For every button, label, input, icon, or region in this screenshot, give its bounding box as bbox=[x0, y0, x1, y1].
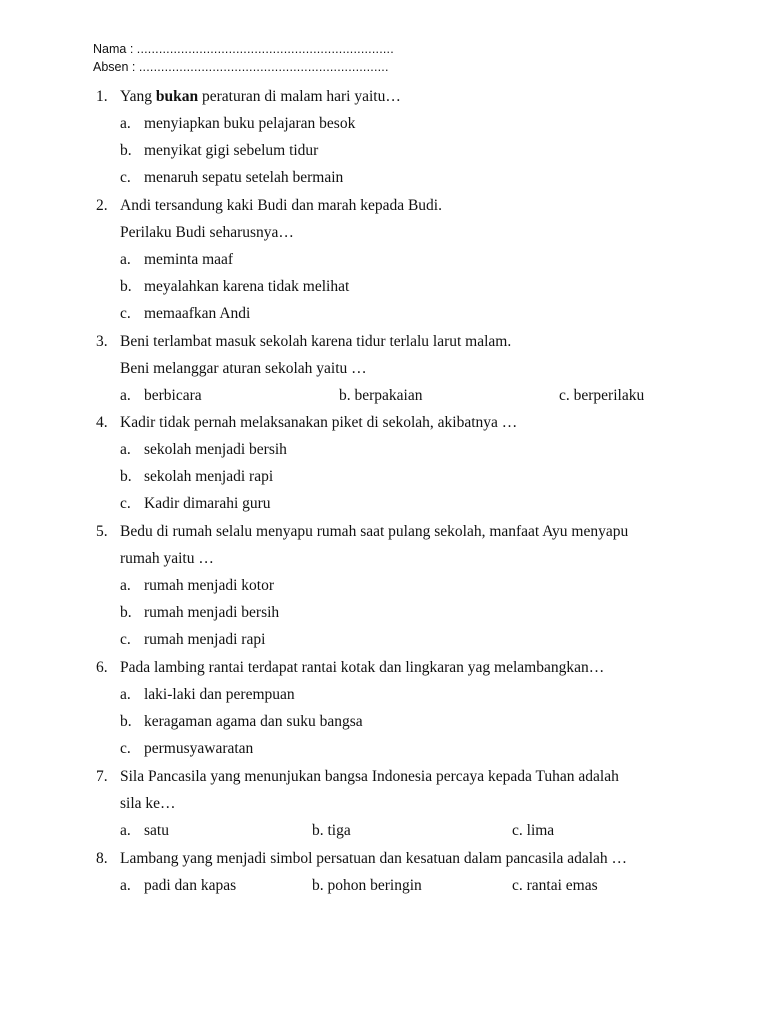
option-letter: b. bbox=[120, 468, 132, 485]
question-text-post: peraturan di malam hari yaitu… bbox=[198, 88, 401, 105]
question-5 bbox=[96, 523, 628, 541]
question-text: Kadir tidak pernah melaksanakan piket di sekolah, akibatnya … bbox=[120, 414, 518, 431]
question-text-bold: bukan bbox=[155, 88, 199, 105]
question-text-pre: Yang bbox=[120, 88, 156, 105]
option-letter: c. bbox=[512, 822, 523, 839]
question-2 bbox=[96, 197, 442, 215]
option-letter: a. bbox=[120, 387, 131, 404]
question-text bbox=[120, 88, 401, 106]
option-text: menaruh sepatu setelah bermain bbox=[144, 169, 344, 186]
option-3b bbox=[339, 387, 423, 405]
nama-label: Nama : bbox=[93, 42, 134, 56]
option-letter: a. bbox=[120, 251, 131, 268]
question-text: Andi tersandung kaki Budi dan marah kepada Budi. bbox=[120, 197, 442, 214]
option-1b bbox=[120, 142, 318, 160]
question-text: Beni terlambat masuk sekolah karena tidur terlalu larut malam. bbox=[120, 333, 512, 350]
option-letter: b. bbox=[312, 877, 324, 894]
option-4b bbox=[120, 468, 273, 486]
question-text: Pada lambing rantai terdapat rantai kotak dan lingkaran yag melambangkan… bbox=[120, 659, 605, 676]
option-text: berbicara bbox=[144, 387, 202, 404]
option-8b bbox=[312, 877, 422, 895]
option-letter: c. bbox=[120, 631, 131, 648]
question-number: 7. bbox=[96, 768, 108, 785]
absen-dots: .................................................................... bbox=[138, 60, 389, 74]
option-text: satu bbox=[144, 822, 169, 839]
option-text: Kadir dimarahi guru bbox=[144, 495, 271, 512]
option-text: meyalahkan karena tidak melihat bbox=[144, 278, 350, 295]
option-7b bbox=[312, 822, 351, 840]
option-text: rumah menjadi kotor bbox=[144, 577, 274, 594]
option-letter: c. bbox=[120, 495, 131, 512]
question-number: 5. bbox=[96, 523, 108, 540]
option-text: tiga bbox=[327, 822, 351, 839]
option-letter: b. bbox=[312, 822, 324, 839]
nama-line bbox=[93, 42, 394, 56]
option-letter: a. bbox=[120, 877, 131, 894]
option-3a bbox=[120, 387, 202, 405]
option-text: padi dan kapas bbox=[144, 877, 237, 894]
question-7-cont: sila ke… bbox=[120, 795, 176, 812]
option-text: permusyawaratan bbox=[144, 740, 254, 757]
option-letter: c. bbox=[120, 305, 131, 322]
option-letter: a. bbox=[120, 822, 131, 839]
question-6 bbox=[96, 659, 604, 677]
option-letter: c. bbox=[120, 169, 131, 186]
option-text: berperilaku bbox=[573, 387, 645, 404]
option-letter: b. bbox=[120, 604, 132, 621]
option-letter: b. bbox=[339, 387, 351, 404]
option-letter: b. bbox=[120, 278, 132, 295]
option-text: memaafkan Andi bbox=[144, 305, 251, 322]
absen-line bbox=[93, 60, 389, 74]
option-letter: c. bbox=[120, 740, 131, 757]
option-letter: b. bbox=[120, 713, 132, 730]
option-4a bbox=[120, 441, 287, 459]
absen-label: Absen : bbox=[93, 60, 136, 74]
option-letter: a. bbox=[120, 577, 131, 594]
option-letter: a. bbox=[120, 115, 131, 132]
option-2a bbox=[120, 251, 233, 269]
option-5c bbox=[120, 631, 265, 649]
option-letter: b. bbox=[120, 142, 132, 159]
question-text: Bedu di rumah selalu menyapu rumah saat pulang sekolah, manfaat Ayu menyapu bbox=[120, 523, 629, 540]
option-text: rantai emas bbox=[526, 877, 598, 894]
option-7c bbox=[512, 822, 554, 840]
option-letter: c. bbox=[512, 877, 523, 894]
question-8 bbox=[96, 850, 627, 868]
question-7 bbox=[96, 768, 619, 786]
question-number: 4. bbox=[96, 414, 108, 431]
option-6c bbox=[120, 740, 253, 758]
nama-dots: ...................................................................... bbox=[136, 42, 394, 56]
question-3 bbox=[96, 333, 511, 351]
option-6a bbox=[120, 686, 295, 704]
question-number: 1. bbox=[96, 88, 108, 105]
option-3c bbox=[559, 387, 644, 405]
question-4 bbox=[96, 414, 517, 432]
option-text: pohon beringin bbox=[327, 877, 422, 894]
option-2c bbox=[120, 305, 250, 323]
question-1 bbox=[96, 88, 401, 106]
question-5-cont: rumah yaitu … bbox=[120, 550, 214, 567]
option-6b bbox=[120, 713, 363, 731]
question-3-cont: Beni melanggar aturan sekolah yaitu … bbox=[120, 360, 367, 377]
option-text: meminta maaf bbox=[144, 251, 234, 268]
question-text: Lambang yang menjadi simbol persatuan dan kesatuan dalam pancasila adalah … bbox=[120, 850, 628, 867]
option-text: sekolah menjadi bersih bbox=[144, 441, 287, 458]
option-text: keragaman agama dan suku bangsa bbox=[144, 713, 363, 730]
option-letter: c. bbox=[559, 387, 570, 404]
question-number: 3. bbox=[96, 333, 108, 350]
option-text: laki-laki dan perempuan bbox=[144, 686, 295, 703]
question-text: Sila Pancasila yang menunjukan bangsa Indonesia percaya kepada Tuhan adalah bbox=[120, 768, 619, 785]
option-8c bbox=[512, 877, 598, 895]
option-letter: a. bbox=[120, 441, 131, 458]
question-number: 8. bbox=[96, 850, 108, 867]
option-1c bbox=[120, 169, 343, 187]
option-text: lima bbox=[526, 822, 555, 839]
option-text: menyiapkan buku pelajaran besok bbox=[144, 115, 356, 132]
option-4c bbox=[120, 495, 271, 513]
option-5a bbox=[120, 577, 274, 595]
option-5b bbox=[120, 604, 279, 622]
option-text: berpakaian bbox=[354, 387, 423, 404]
option-text: sekolah menjadi rapi bbox=[144, 468, 274, 485]
option-2b bbox=[120, 278, 349, 296]
question-2-cont: Perilaku Budi seharusnya… bbox=[120, 224, 294, 241]
question-number: 6. bbox=[96, 659, 108, 676]
option-letter: a. bbox=[120, 686, 131, 703]
option-7a bbox=[120, 822, 169, 840]
option-1a bbox=[120, 115, 355, 133]
option-text: rumah menjadi rapi bbox=[144, 631, 266, 648]
option-text: menyikat gigi sebelum tidur bbox=[144, 142, 319, 159]
option-text: rumah menjadi bersih bbox=[144, 604, 280, 621]
question-number: 2. bbox=[96, 197, 108, 214]
option-8a bbox=[120, 877, 236, 895]
